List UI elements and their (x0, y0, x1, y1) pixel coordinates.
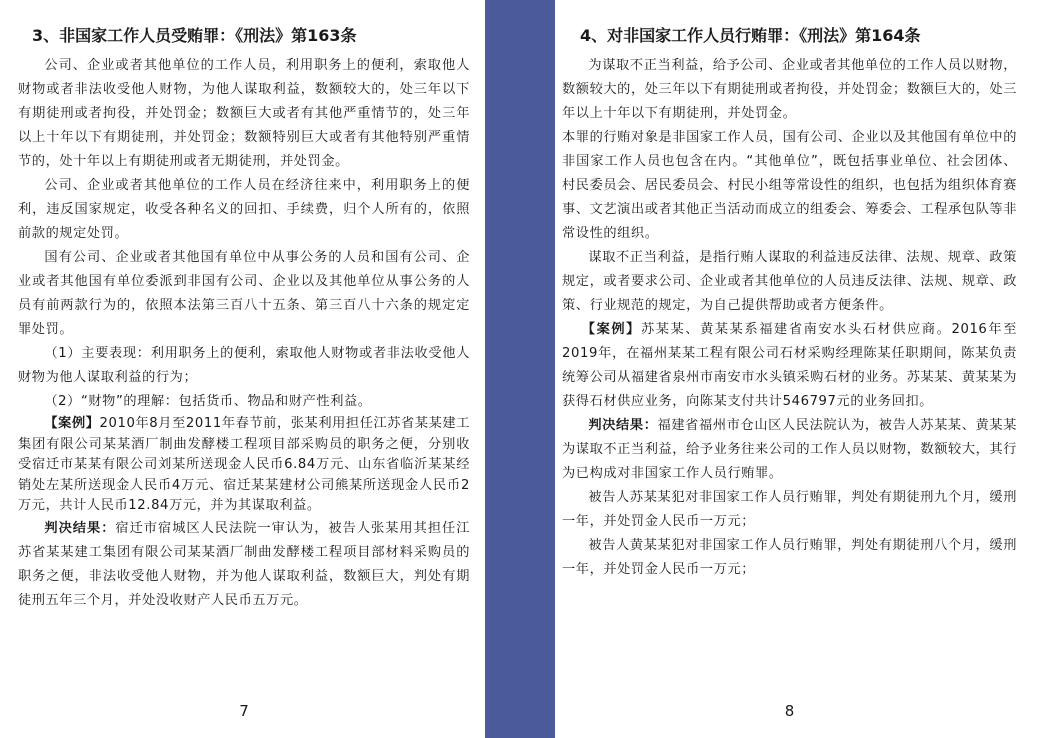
case-text: 2010年8月至2011年春节前，张某利用担任江苏省某某建工集团有限公司某某酒厂制曲发酵楼工程项目部采购员的职务之便，分别收受宿迁市某某有限公司刘某所送现金人民币6.84万元、山东省临沂某某经销处左某所送现金人民币4万元、宿迁某某建材公司熊某所送现金人民币2万元，共计人民币12.84万元，并为其谋取利益。 (18, 416, 470, 513)
page-title: 4、对非国家工作人员行贿罪：《刑法》第164条 (580, 26, 921, 45)
sentence-paragraph: 被告人苏某某犯对非国家工作人员行贿罪，判处有期徒刑九个月，缓刑一年，并处罚金人民币一万元； (562, 490, 1017, 529)
judgment-paragraph (562, 414, 1017, 486)
explanation-paragraph: 本罪的行贿对象是非国家工作人员，国有公司、企业以及其他国有单位中的非国家工作人员也包含在内。“其他单位”，既包括事业单位、社会团体、村民委员会、居民委员会、村民小组等常设性的组织，也包括为组织体育赛事、文艺演出或者其他正当活动而成立的组委会、筹委会、工程承包队等非常设性的组织。 (562, 130, 1017, 241)
explanation-paragraph: （1）主要表现：利用职务上的便利，索取他人财物或者非法收受他人财物为他人谋取利益的行为； (18, 346, 470, 385)
left-page (18, 0, 470, 738)
law-paragraph: 国有公司、企业或者其他国有单位中从事公务的人员和国有公司、企业或者其他国有单位委派到非国有公司、企业以及其他单位从事公务的人员有前两款行为的，依照本法第三百八十五条、第三百八十六条的规定定罪处罚。 (18, 250, 470, 337)
law-paragraph: 为谋取不正当利益，给予公司、企业或者其他单位的工作人员以财物，数额较大的，处三年以下有期徒刑或者拘役，并处罚金；数额巨大的，处三年以上十年以下有期徒刑，并处罚金。 (562, 58, 1017, 121)
sentence-paragraph: 被告人黄某某犯对非国家工作人员行贿罪，判处有期徒刑八个月，缓刑一年，并处罚金人民币一万元； (562, 538, 1017, 577)
judgment-text: 宿迁市宿城区人民法院一审认为，被告人张某用其担任江苏省某某建工集团有限公司某某酒厂制曲发酵楼工程项目部材料采购员的职务之便，非法收受他人财物，并为他人谋取利益，数额巨大，判处有期徒刑五年三个月，并处没收财产人民币五万元。 (18, 520, 471, 608)
right-page (562, 0, 1017, 738)
case-text: 苏某某、黄某某系福建省南安水头石材供应商。2016年至2019年，在福州某某工程有限公司石材采购经理陈某任职期间，陈某负责统筹公司从福建省泉州市南安市水头镇采购石材的业务。苏某某、黄某某为获得石材供应业务，向陈某支付共计546797元的业务回扣。 (562, 322, 1017, 409)
page-title: 3、非国家工作人员受贿罪：《刑法》第163条 (32, 26, 357, 45)
explanation-paragraph: 谋取不正当利益，是指行贿人谋取的利益违反法律、法规、规章、政策规定，或者要求公司、企业或者其他单位的人员违反法律、法规、规章、政策、行业规范的规定，为自己提供帮助或者方便条件。 (562, 250, 1017, 313)
law-paragraph: 公司、企业或者其他单位的工作人员在经济往来中，利用职务上的便利，违反国家规定，收受各种名义的回扣、手续费，归个人所有的，依照前款的规定处罚。 (18, 178, 470, 241)
case-paragraph (562, 318, 1017, 414)
case-label: 【案例】 (44, 416, 100, 431)
book-spine (485, 0, 555, 738)
judgment-label: 判决结果： (588, 418, 658, 433)
law-paragraph: 公司、企业或者其他单位的工作人员，利用职务上的便利，索取他人财物或者非法收受他人财物，为他人谋取利益，数额较大的，处三年以下有期徒刑或者拘役，并处罚金；数额巨大或者有其他严重情节的，处三年以上十年以下有期徒刑，并处罚金；数额特别巨大或者有其他特别严重情节的，处十年以上有期徒刑或者无期徒刑，并处罚金。 (18, 58, 470, 169)
page-number: 8 (784, 702, 795, 720)
page-number: 7 (239, 702, 249, 720)
judgment-paragraph (18, 517, 470, 613)
case-label: 【案例】 (581, 322, 641, 337)
explanation-paragraph: （2）“财物”的理解：包括货币、物品和财产性利益。 (44, 394, 372, 409)
judgment-text: 福建省福州市仓山区人民法院认为，被告人苏某某、黄某某为谋取不正当利益，给予业务往来公司的工作人员以财物，数额较大，其行为已构成对非国家工作人员行贿罪。 (562, 418, 1017, 481)
case-paragraph (18, 414, 470, 517)
judgment-label: 判决结果： (44, 520, 116, 536)
